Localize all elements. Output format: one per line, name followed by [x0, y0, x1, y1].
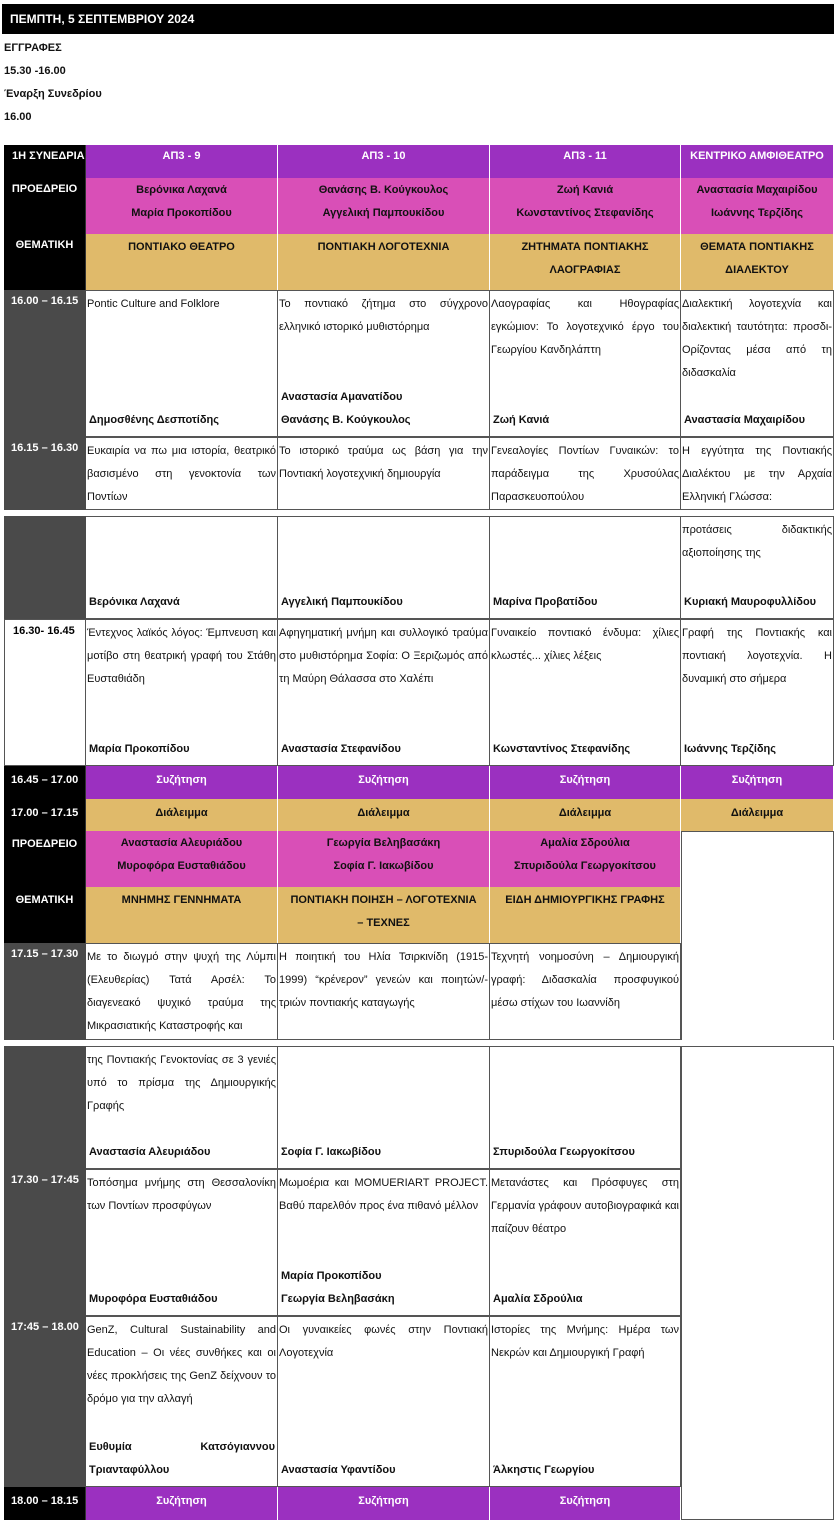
paper-title: Η εγγύτητα της Ποντιακής Διαλέκτου με την Αρχαία Ελληνική Γλώσσα: [682, 445, 832, 503]
paper-cell [278, 943, 490, 1040]
paper-cell [278, 619, 490, 766]
date-header: ΠΕΜΠΤΗ, 5 ΣΕΠΤΕΜΒΡΙΟΥ 2024 [2, 4, 834, 34]
break-cell: Διάλειμμα [86, 799, 278, 831]
chairs-label: ΠΡΟΕΔΡΕΙΟ [4, 178, 86, 234]
chairs-cell: Θανάσης Β. Κούγκουλος Αγγελική Παμπουκίδου [278, 178, 490, 234]
session-number: 1Η ΣΥΝΕΔΡΙΑ [12, 150, 85, 162]
chairs-cell: Αναστασία Μαχαιρίδου Ιωάννης Τερζίδης [681, 178, 834, 234]
theme-label: ΘΕΜΑΤΙΚΗ [4, 887, 86, 943]
paper-author: Αναστασία Υφαντίδου [281, 1464, 396, 1476]
paper-title: Γενεαλογίες Ποντίων Γυναικών: το παράδειγμα της Χρυσούλας Παρασκευοπούλου [491, 445, 679, 503]
discussion-cell: Συζήτηση [490, 766, 681, 799]
paper-author: Μαρία Προκοπίδου [89, 743, 190, 755]
discussion-cell: Συζήτηση [278, 1487, 490, 1520]
time-cell: 16.15 – 16.30 [4, 437, 86, 510]
paper-title: Το ποντιακό ζήτημα στο σύγχρονο ελληνικό ιστορικό μυθιστόρημα [279, 298, 488, 333]
paper-cell [681, 437, 834, 510]
paper-cell-continued [86, 516, 278, 619]
paper-cell [86, 1169, 278, 1316]
chairs-cell: Βερόνικα Λαχανά Μαρία Προκοπίδου [86, 178, 278, 234]
paper-title: της Ποντιακής Γενοκτονίας σε 3 γενιές υπό το πρίσμα της Δημιουργικής Γραφής [87, 1054, 276, 1112]
empty-cell [681, 831, 834, 1044]
room-header: ΑΠ3 - 9 [86, 145, 278, 178]
room-header: ΚΕΝΤΡΙΚΟ ΑΜΦΙΘΕΑΤΡΟ [681, 145, 834, 178]
paper-title: Τεχνητή νοημοσύνη – Δημιουργική γραφή: Διδασκαλία προσφυγικού μέσω στίχων του Ιωαννίδη [491, 951, 679, 1009]
time-cell: 16.00 – 16.15 [4, 290, 86, 437]
paper-title: Μωμοέρια και MOMUERIART PROJECT. Βαθύ παρελθόν προς ένα πιθανό μέλλον [279, 1177, 488, 1212]
theme-cell: ΖΗΤΗΜΑΤΑ ΠΟΝΤΙΑΚΗΣ ΛΑΟΓΡΑΦΙΑΣ [490, 234, 681, 290]
paper-author: Μαρίνα Προβατίδου [493, 596, 598, 608]
paper-title: Pontic Culture and Folklore [87, 298, 220, 310]
paper-author: Ζωή Κανιά [493, 414, 550, 426]
paper-title: Το ιστορικό τραύμα ως βάση για την Ποντιακή λογοτεχνική δημιουργία [279, 445, 488, 480]
paper-cell-continued [490, 1046, 681, 1169]
break-time: 17.00 – 17.15 [4, 799, 86, 831]
registrations-label: ΕΓΓΡΑΦΕΣ [4, 42, 62, 54]
theme-cell: ΠΟΝΤΙΑΚΗ ΠΟΙΗΣΗ – ΛΟΓΟΤΕΧΝΙΑ – ΤΕΧΝΕΣ [278, 887, 490, 943]
paper-author: Ευθυμία Κατσόγιαννου Τριανταφύλλου [89, 1441, 275, 1476]
paper-cell [490, 1169, 681, 1316]
chairs-cell: Αμαλία Σδρούλια Σπυριδούλα Γεωργοκίτσου [490, 831, 681, 887]
paper-cell [86, 1316, 278, 1487]
theme-cell: ΠΟΝΤΙΑΚΗ ΛΟΓΟΤΕΧΝΙΑ [278, 234, 490, 290]
discussion-cell: Συζήτηση [86, 1487, 278, 1520]
time-cell: 16.30- 16.45 [4, 619, 86, 766]
paper-title: Ιστορίες της Μνήμης: Ημέρα των Νεκρών και Δημιουργική Γραφή [491, 1324, 679, 1359]
room-header: ΑΠ3 - 11 [490, 145, 681, 178]
paper-author: Βερόνικα Λαχανά [89, 596, 180, 608]
time-cell: 17.15 – 17.30 [4, 943, 86, 1040]
page-gap [0, 510, 840, 516]
theme-cell: ΠΟΝΤΙΑΚΟ ΘΕΑΤΡΟ [86, 234, 278, 290]
theme-cell: ΕΙΔΗ ΔΗΜΙΟΥΡΓΙΚΗΣ ΓΡΑΦΗΣ [490, 887, 681, 943]
paper-cell-continued [490, 516, 681, 619]
paper-author: Κωνσταντίνος Στεφανίδης [493, 743, 631, 755]
paper-title: προτάσεις διδακτικής αξιοποίησης της [682, 524, 832, 559]
paper-cell [490, 290, 681, 437]
paper-cell [86, 290, 278, 437]
paper-title: GenZ, Cultural Sustainability and Education – Οι νέες συνθήκες και οι νέες προκλήσεις της GenZ δείχνουν το δρόμο για την αλλαγή [87, 1324, 276, 1405]
session-label [4, 145, 86, 178]
theme-cell: ΘΕΜΑΤΑ ΠΟΝΤΙΑΚΗΣ ΔΙΑΛΕΚΤΟΥ [681, 234, 834, 290]
paper-author: Σοφία Γ. Ιακωβίδου [281, 1146, 382, 1158]
paper-cell-continued [86, 1046, 278, 1169]
time-cell: 17.30 – 17:45 [4, 1169, 86, 1316]
paper-title: Γυναικείο ποντιακό ένδυμα: χίλιες κλωστές... χίλιες λέξεις [491, 627, 679, 662]
paper-author: Μυροφόρα Ευσταθιάδου [89, 1293, 218, 1305]
paper-cell [86, 943, 278, 1040]
theme-label: ΘΕΜΑΤΙΚΗ [4, 234, 86, 290]
discussion-time: 18.00 – 18.15 [4, 1487, 86, 1520]
paper-cell [681, 619, 834, 766]
discussion-cell: Συζήτηση [86, 766, 278, 799]
empty-cell [681, 1046, 834, 1520]
break-cell: Διάλειμμα [278, 799, 490, 831]
paper-author: Αγγελική Παμπουκίδου [281, 596, 403, 608]
paper-author: Αμαλία Σδρούλια [493, 1293, 583, 1305]
paper-title: Τοπόσημα μνήμης στη Θεσσαλονίκη των Ποντίων προσφύγων [87, 1177, 276, 1212]
chairs-cell: Γεωργία Βεληβασάκη Σοφία Γ. Ιακωβίδου [278, 831, 490, 887]
chairs-cell: Αναστασία Αλευριάδου Μυροφόρα Ευσταθιάδου [86, 831, 278, 887]
paper-author: Σπυριδούλα Γεωργοκίτσου [493, 1146, 635, 1158]
paper-title: Έντεχνος λαϊκός λόγος: Έμπνευση και μοτίβο στη θεατρική γραφή του Στάθη Ευσταθιάδη [87, 627, 276, 685]
break-cell: Διάλειμμα [490, 799, 681, 831]
chairs-label: ΠΡΟΕΔΡΕΙΟ [4, 831, 86, 887]
paper-cell-continued [681, 516, 834, 619]
paper-title: Ευκαιρία να πω μια ιστορία, θεατρικό βασισμένο στη γενοκτονία των Ποντίων [87, 445, 276, 503]
discussion-cell: Συζήτηση [278, 766, 490, 799]
paper-cell [278, 1316, 490, 1487]
paper-title: Διαλεκτική λογοτεχνία και διαλεκτική ταυτότητα: προσδι-Ορίζοντας μέσα από τη διδασκαλία [682, 298, 832, 379]
time-continuation [4, 516, 86, 619]
discussion-time: 16.45 – 17.00 [4, 766, 86, 799]
discussion-cell: Συζήτηση [490, 1487, 681, 1520]
paper-author: Ιωάννης Τερζίδης [684, 743, 777, 755]
paper-title: Λαογραφίας και Ηθογραφίας εγκώμιον: Το λογοτεχνικό έργο του Γεωργίου Κανδηλάπτη [491, 298, 679, 356]
paper-cell [490, 1316, 681, 1487]
paper-cell [278, 1169, 490, 1316]
paper-cell [681, 290, 834, 437]
paper-author: Κυριακή Μαυροφυλλίδου [684, 596, 817, 608]
chairs-cell: Ζωή Κανιά Κωνσταντίνος Στεφανίδης [490, 178, 681, 234]
paper-cell [490, 619, 681, 766]
paper-cell-continued [278, 1046, 490, 1169]
paper-cell [278, 437, 490, 510]
paper-author: Μαρία Προκοπίδου Γεωργία Βεληβασάκη [281, 1270, 395, 1305]
paper-title: Οι γυναικείες φωνές στην Ποντιακή Λογοτεχνία [279, 1324, 488, 1359]
paper-title: Γραφή της Ποντιακής και ποντιακή λογοτεχνία. Η δυναμική στο σήμερα [682, 627, 832, 685]
paper-author: Αναστασία Στεφανίδου [281, 743, 401, 755]
paper-author: Δημοσθένης Δεσποτίδης [89, 414, 219, 426]
time-continuation [4, 1046, 86, 1169]
discussion-cell: Συζήτηση [681, 766, 834, 799]
paper-cell [86, 619, 278, 766]
paper-author: Αναστασία Μαχαιρίδου [684, 414, 806, 426]
paper-cell [278, 290, 490, 437]
paper-cell [490, 437, 681, 510]
paper-author: Αναστασία Αμανατίδου Θανάσης Β. Κούγκουλος [281, 391, 411, 426]
paper-title: Με το διωγμό στην ψυχή της Λύμπι (Ελευθερίας) Τατά Αρσέλ: Το διαγενεακό ψυχικό τραύμα της Μικρασιατικής Καταστροφής και [87, 951, 276, 1032]
paper-title: Η ποιητική του Ηλία Τσιρκινίδη (1915-1999) “κρένερον” γενεών και ποιητών/-τριών ποντιακής καταγωγής [279, 951, 488, 1009]
paper-cell-continued [278, 516, 490, 619]
opening-label: Έναρξη Συνεδρίου [4, 88, 102, 100]
theme-cell: ΜΝΗΜΗΣ ΓΕΝΝΗΜΑΤΑ [86, 887, 278, 943]
break-cell: Διάλειμμα [681, 799, 834, 831]
opening-time: 16.00 [4, 111, 32, 123]
time-cell: 17:45 – 18.00 [4, 1316, 86, 1487]
paper-author: Αναστασία Αλευριάδου [89, 1146, 211, 1158]
room-header: ΑΠ3 - 10 [278, 145, 490, 178]
paper-cell [490, 943, 681, 1040]
registrations-time: 15.30 -16.00 [4, 65, 66, 77]
paper-title: Μετανάστες και Πρόσφυγες στη Γερμανία γράφουν αυτοβιογραφικά και παίζουν θέατρο [491, 1177, 679, 1235]
paper-author: Άλκηστις Γεωργίου [493, 1464, 595, 1476]
paper-cell [86, 437, 278, 510]
paper-title: Αφηγηματική μνήμη και συλλογικό τραύμα στο μυθιστόρημα Σοφία: Ο Ξεριζωμός από τη Μαύρη Θάλασσα στο Χαλέπι [279, 627, 488, 685]
